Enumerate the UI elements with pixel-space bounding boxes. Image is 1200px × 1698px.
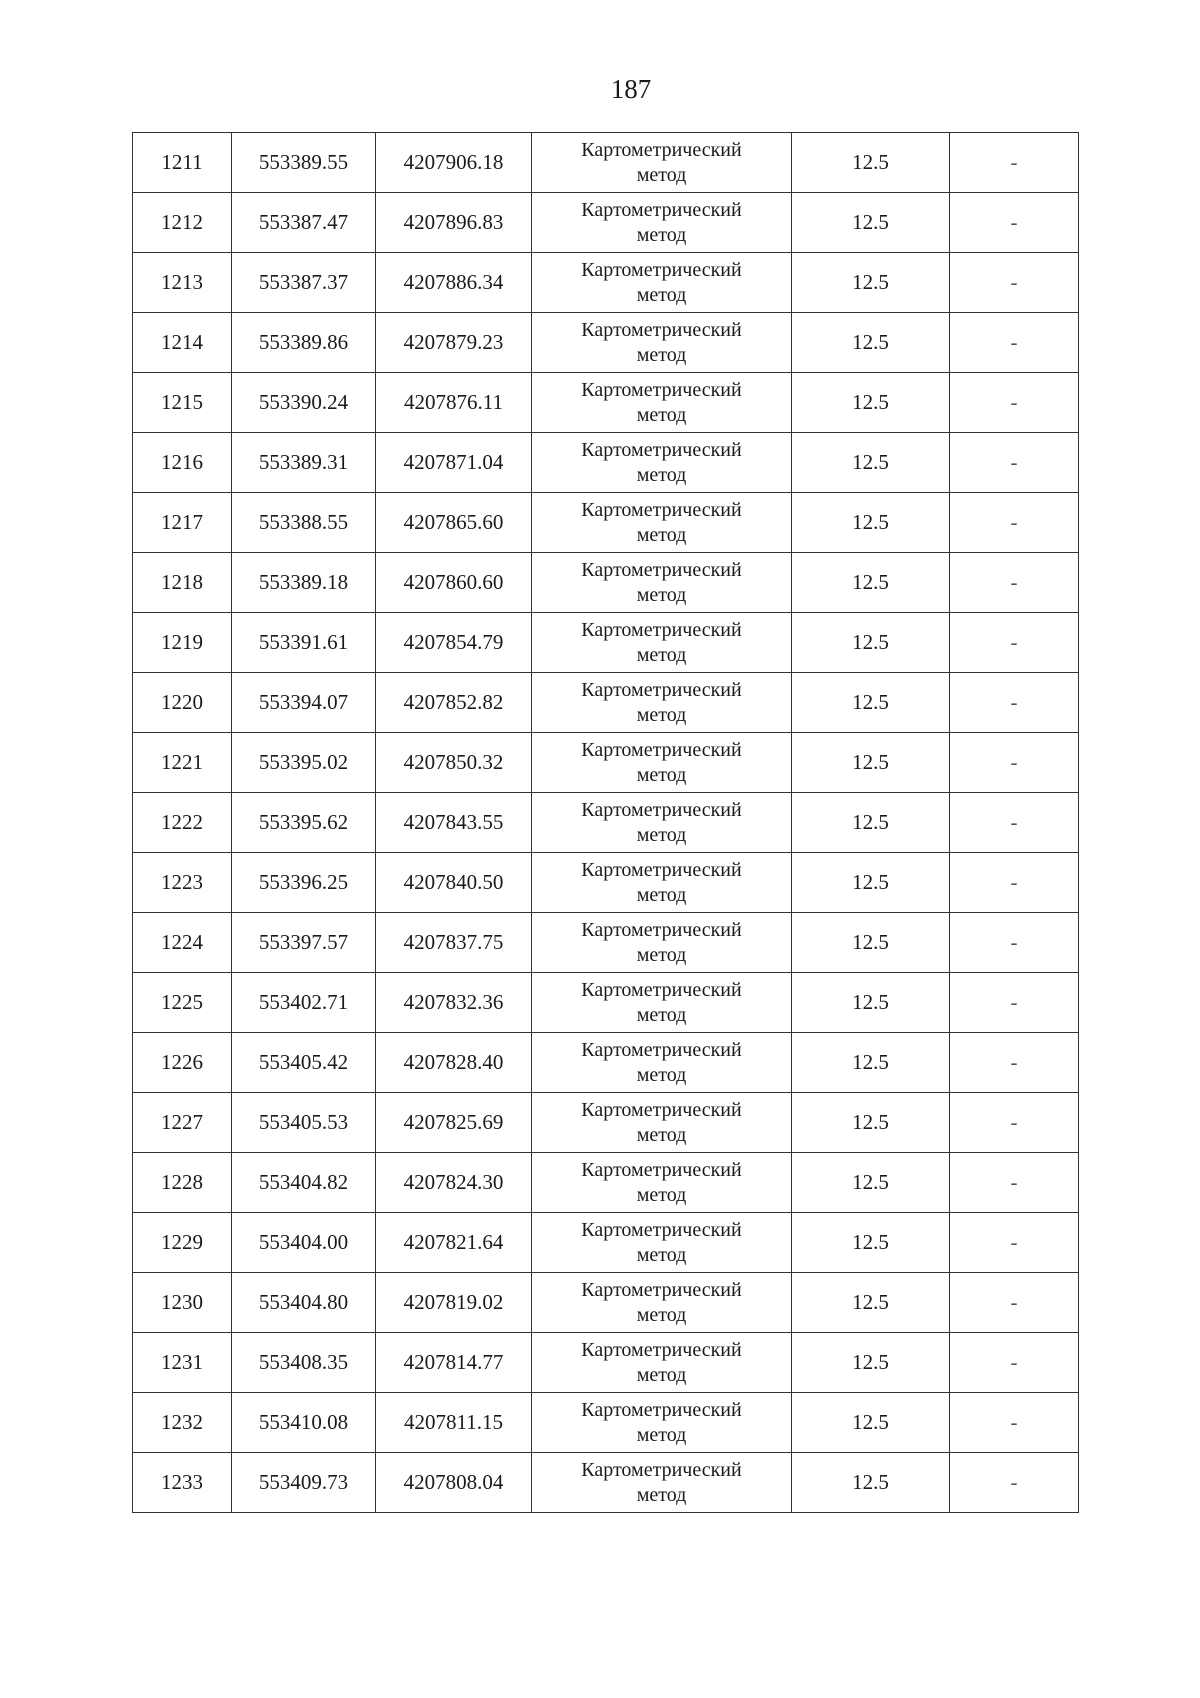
note-cell: - (950, 1273, 1079, 1333)
method-line-1: Картометрический (581, 1278, 742, 1301)
method-line-1: Картометрический (581, 378, 742, 401)
accuracy-cell: 12.5 (792, 253, 950, 313)
point-number-cell: 1216 (133, 433, 232, 493)
method-line-2: метод (636, 883, 687, 906)
note-cell: - (950, 433, 1079, 493)
x-coordinate-cell: 553410.08 (232, 1393, 376, 1453)
method-line-2: метод (636, 403, 687, 426)
method-line-2: метод (636, 1243, 687, 1266)
note-cell: - (950, 613, 1079, 673)
table-row (133, 193, 1079, 253)
method-line-2: метод (636, 463, 687, 486)
note-cell: - (950, 1453, 1079, 1513)
method-line-1: Картометрический (581, 1338, 742, 1361)
method-line-1: Картометрический (581, 1038, 742, 1061)
y-coordinate-cell: 4207852.82 (376, 673, 532, 733)
method-cell (532, 1153, 792, 1213)
method-cell (532, 1393, 792, 1453)
note-cell: - (950, 853, 1079, 913)
note-cell: - (950, 913, 1079, 973)
method-line-1: Картометрический (581, 738, 742, 761)
x-coordinate-cell: 553391.61 (232, 613, 376, 673)
accuracy-cell: 12.5 (792, 373, 950, 433)
method-cell (532, 733, 792, 793)
table-row (133, 313, 1079, 373)
accuracy-cell: 12.5 (792, 1273, 950, 1333)
x-coordinate-cell: 553405.42 (232, 1033, 376, 1093)
table-row (133, 1453, 1079, 1513)
method-line-2: метод (636, 643, 687, 666)
note-cell: - (950, 1213, 1079, 1273)
method-cell (532, 313, 792, 373)
y-coordinate-cell: 4207828.40 (376, 1033, 532, 1093)
table-row (133, 373, 1079, 433)
method-line-2: метод (636, 1183, 687, 1206)
method-cell (532, 553, 792, 613)
accuracy-cell: 12.5 (792, 793, 950, 853)
accuracy-cell: 12.5 (792, 553, 950, 613)
accuracy-cell: 12.5 (792, 1033, 950, 1093)
table-row (133, 1333, 1079, 1393)
x-coordinate-cell: 553404.00 (232, 1213, 376, 1273)
table-row (133, 913, 1079, 973)
method-cell (532, 1033, 792, 1093)
y-coordinate-cell: 4207865.60 (376, 493, 532, 553)
method-line-2: метод (636, 1483, 687, 1506)
y-coordinate-cell: 4207819.02 (376, 1273, 532, 1333)
note-cell: - (950, 493, 1079, 553)
x-coordinate-cell: 553389.86 (232, 313, 376, 373)
note-cell: - (950, 373, 1079, 433)
table-row (133, 973, 1079, 1033)
accuracy-cell: 12.5 (792, 433, 950, 493)
accuracy-cell: 12.5 (792, 673, 950, 733)
method-line-2: метод (636, 1363, 687, 1386)
method-line-2: метод (636, 1063, 687, 1086)
x-coordinate-cell: 553390.24 (232, 373, 376, 433)
method-cell (532, 793, 792, 853)
x-coordinate-cell: 553402.71 (232, 973, 376, 1033)
method-line-2: метод (636, 703, 687, 726)
method-cell (532, 1213, 792, 1273)
x-coordinate-cell: 553395.02 (232, 733, 376, 793)
note-cell: - (950, 793, 1079, 853)
note-cell: - (950, 973, 1079, 1033)
y-coordinate-cell: 4207837.75 (376, 913, 532, 973)
point-number-cell: 1230 (133, 1273, 232, 1333)
table-row (133, 1033, 1079, 1093)
table-row (133, 133, 1079, 193)
point-number-cell: 1225 (133, 973, 232, 1033)
method-line-1: Картометрический (581, 438, 742, 461)
y-coordinate-cell: 4207821.64 (376, 1213, 532, 1273)
table-row (133, 853, 1079, 913)
method-line-1: Картометрический (581, 678, 742, 701)
point-number-cell: 1215 (133, 373, 232, 433)
method-cell (532, 493, 792, 553)
note-cell: - (950, 133, 1079, 193)
point-number-cell: 1217 (133, 493, 232, 553)
point-number-cell: 1226 (133, 1033, 232, 1093)
y-coordinate-cell: 4207871.04 (376, 433, 532, 493)
method-line-2: метод (636, 523, 687, 546)
method-line-2: метод (636, 823, 687, 846)
method-cell (532, 1273, 792, 1333)
method-line-1: Картометрический (581, 258, 742, 281)
method-line-1: Картометрический (581, 1218, 742, 1241)
coordinates-table (132, 132, 1079, 1513)
note-cell: - (950, 1333, 1079, 1393)
y-coordinate-cell: 4207854.79 (376, 613, 532, 673)
point-number-cell: 1223 (133, 853, 232, 913)
point-number-cell: 1222 (133, 793, 232, 853)
table-row (133, 1153, 1079, 1213)
x-coordinate-cell: 553409.73 (232, 1453, 376, 1513)
method-line-2: метод (636, 223, 687, 246)
method-cell (532, 673, 792, 733)
accuracy-cell: 12.5 (792, 973, 950, 1033)
method-line-1: Картометрический (581, 1098, 742, 1121)
x-coordinate-cell: 553389.31 (232, 433, 376, 493)
y-coordinate-cell: 4207886.34 (376, 253, 532, 313)
method-cell (532, 973, 792, 1033)
method-line-2: метод (636, 1003, 687, 1026)
method-cell (532, 1333, 792, 1393)
table-row (133, 673, 1079, 733)
note-cell: - (950, 673, 1079, 733)
method-line-1: Картометрический (581, 1458, 742, 1481)
accuracy-cell: 12.5 (792, 853, 950, 913)
point-number-cell: 1221 (133, 733, 232, 793)
y-coordinate-cell: 4207814.77 (376, 1333, 532, 1393)
method-line-1: Картометрический (581, 798, 742, 821)
accuracy-cell: 12.5 (792, 733, 950, 793)
note-cell: - (950, 1033, 1079, 1093)
y-coordinate-cell: 4207879.23 (376, 313, 532, 373)
table-row (133, 1393, 1079, 1453)
note-cell: - (950, 1093, 1079, 1153)
table-row (133, 253, 1079, 313)
y-coordinate-cell: 4207876.11 (376, 373, 532, 433)
accuracy-cell: 12.5 (792, 1333, 950, 1393)
x-coordinate-cell: 553404.80 (232, 1273, 376, 1333)
method-line-1: Картометрический (581, 918, 742, 941)
method-line-2: метод (636, 763, 687, 786)
table-row (133, 793, 1079, 853)
accuracy-cell: 12.5 (792, 313, 950, 373)
x-coordinate-cell: 553405.53 (232, 1093, 376, 1153)
y-coordinate-cell: 4207808.04 (376, 1453, 532, 1513)
y-coordinate-cell: 4207824.30 (376, 1153, 532, 1213)
method-line-2: метод (636, 163, 687, 186)
accuracy-cell: 12.5 (792, 1453, 950, 1513)
table-row (133, 613, 1079, 673)
point-number-cell: 1232 (133, 1393, 232, 1453)
method-line-1: Картометрический (581, 198, 742, 221)
point-number-cell: 1212 (133, 193, 232, 253)
y-coordinate-cell: 4207850.32 (376, 733, 532, 793)
x-coordinate-cell: 553394.07 (232, 673, 376, 733)
accuracy-cell: 12.5 (792, 1153, 950, 1213)
point-number-cell: 1220 (133, 673, 232, 733)
point-number-cell: 1219 (133, 613, 232, 673)
method-line-1: Картометрический (581, 978, 742, 1001)
accuracy-cell: 12.5 (792, 1093, 950, 1153)
point-number-cell: 1218 (133, 553, 232, 613)
method-line-1: Картометрический (581, 618, 742, 641)
note-cell: - (950, 313, 1079, 373)
method-line-2: метод (636, 1123, 687, 1146)
method-line-2: метод (636, 1303, 687, 1326)
accuracy-cell: 12.5 (792, 913, 950, 973)
method-line-2: метод (636, 283, 687, 306)
table-row (133, 1093, 1079, 1153)
y-coordinate-cell: 4207832.36 (376, 973, 532, 1033)
point-number-cell: 1227 (133, 1093, 232, 1153)
x-coordinate-cell: 553408.35 (232, 1333, 376, 1393)
accuracy-cell: 12.5 (792, 1393, 950, 1453)
y-coordinate-cell: 4207811.15 (376, 1393, 532, 1453)
note-cell: - (950, 1393, 1079, 1453)
point-number-cell: 1211 (133, 133, 232, 193)
note-cell: - (950, 553, 1079, 613)
point-number-cell: 1229 (133, 1213, 232, 1273)
x-coordinate-cell: 553389.55 (232, 133, 376, 193)
point-number-cell: 1231 (133, 1333, 232, 1393)
method-cell (532, 613, 792, 673)
table-row (133, 553, 1079, 613)
x-coordinate-cell: 553388.55 (232, 493, 376, 553)
x-coordinate-cell: 553404.82 (232, 1153, 376, 1213)
y-coordinate-cell: 4207825.69 (376, 1093, 532, 1153)
x-coordinate-cell: 553389.18 (232, 553, 376, 613)
page-number: 187 (610, 74, 652, 104)
method-cell (532, 433, 792, 493)
y-coordinate-cell: 4207906.18 (376, 133, 532, 193)
point-number-cell: 1213 (133, 253, 232, 313)
accuracy-cell: 12.5 (792, 493, 950, 553)
y-coordinate-cell: 4207860.60 (376, 553, 532, 613)
method-cell (532, 373, 792, 433)
note-cell: - (950, 1153, 1079, 1213)
method-line-1: Картометрический (581, 318, 742, 341)
method-line-1: Картометрический (581, 1158, 742, 1181)
point-number-cell: 1224 (133, 913, 232, 973)
method-line-1: Картометрический (581, 498, 742, 521)
table-row (133, 733, 1079, 793)
point-number-cell: 1228 (133, 1153, 232, 1213)
y-coordinate-cell: 4207843.55 (376, 793, 532, 853)
point-number-cell: 1214 (133, 313, 232, 373)
x-coordinate-cell: 553387.47 (232, 193, 376, 253)
method-cell (532, 1453, 792, 1513)
accuracy-cell: 12.5 (792, 613, 950, 673)
method-cell (532, 853, 792, 913)
x-coordinate-cell: 553395.62 (232, 793, 376, 853)
point-number-cell: 1233 (133, 1453, 232, 1513)
method-line-1: Картометрический (581, 138, 742, 161)
accuracy-cell: 12.5 (792, 193, 950, 253)
method-line-2: метод (636, 943, 687, 966)
table-row (133, 1273, 1079, 1333)
table-row (133, 433, 1079, 493)
y-coordinate-cell: 4207896.83 (376, 193, 532, 253)
method-line-2: метод (636, 343, 687, 366)
table-row (133, 1213, 1079, 1273)
method-line-2: метод (636, 583, 687, 606)
method-line-2: метод (636, 1423, 687, 1446)
x-coordinate-cell: 553396.25 (232, 853, 376, 913)
method-cell (532, 253, 792, 313)
note-cell: - (950, 193, 1079, 253)
accuracy-cell: 12.5 (792, 1213, 950, 1273)
note-cell: - (950, 733, 1079, 793)
method-line-1: Картометрический (581, 558, 742, 581)
method-line-1: Картометрический (581, 858, 742, 881)
accuracy-cell: 12.5 (792, 133, 950, 193)
table-row (133, 493, 1079, 553)
y-coordinate-cell: 4207840.50 (376, 853, 532, 913)
method-cell (532, 133, 792, 193)
method-cell (532, 193, 792, 253)
method-cell (532, 913, 792, 973)
method-line-1: Картометрический (581, 1398, 742, 1421)
coordinates-table-body (133, 133, 1079, 1513)
x-coordinate-cell: 553397.57 (232, 913, 376, 973)
note-cell: - (950, 253, 1079, 313)
x-coordinate-cell: 553387.37 (232, 253, 376, 313)
method-cell (532, 1093, 792, 1153)
